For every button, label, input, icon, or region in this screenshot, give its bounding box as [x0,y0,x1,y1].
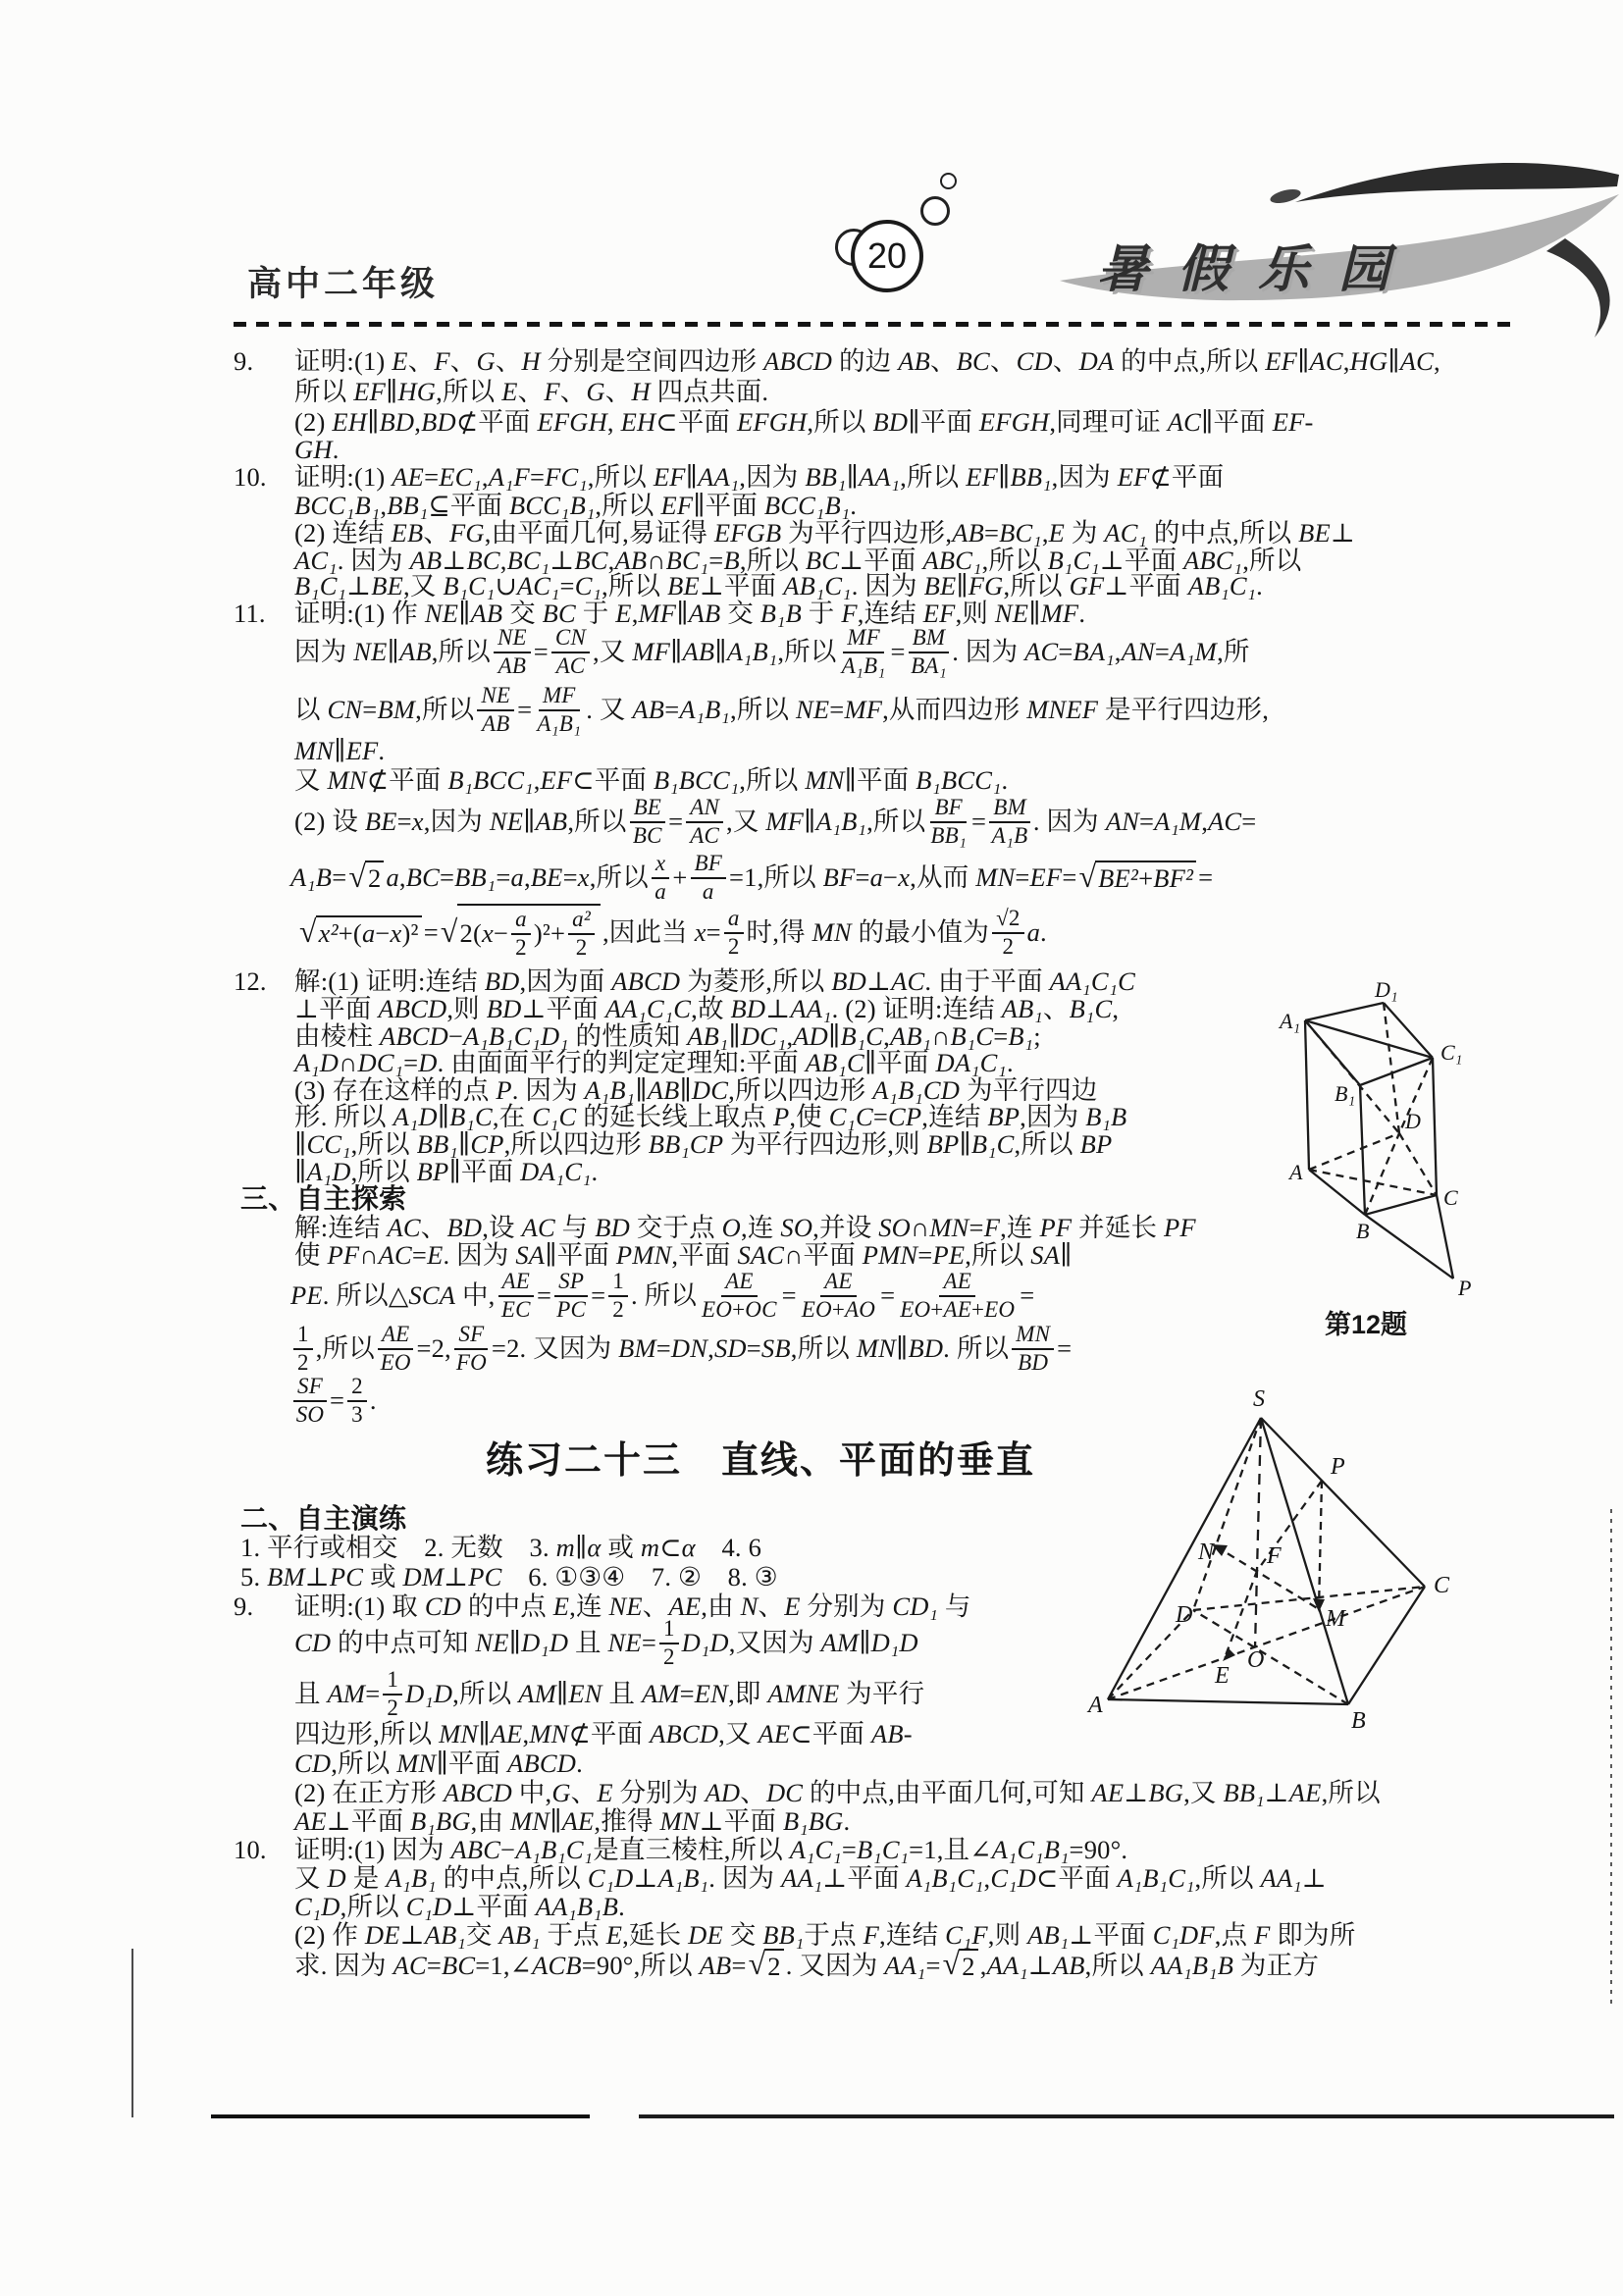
fraction: $\frac{BM}{\text{A₁B}}$ [989,795,1030,849]
text-line [294,407,1314,437]
text-run: . 所以 [630,1279,698,1310]
text-run: = [517,694,533,724]
pyramid-figure [1065,1379,1487,1742]
text-run: 所以 EF∥HG,所以 E、F、G、H 四点共面. [294,377,769,406]
text-run: 2(x− [459,918,509,949]
text-run: D₁D,又因为 AM∥D₁D [681,1627,918,1657]
text-line [294,793,1256,850]
vertex-label: O [1247,1647,1265,1673]
text-run: 5. BM⊥PC 或 DM⊥PC 6. ①③④ 7. ② 8. ③ [240,1562,778,1592]
vertex-label: M [1326,1606,1345,1632]
text-run: 时,得 MN 的最小值为 [746,916,990,947]
text-run: 又 D 是 A₁B₁ 的中点,所以 C₁D⊥A₁B₁. 因为 AA₁⊥平面 A₁B₁C₁,C₁D⊂平面 A₁B₁C₁,所以 AA₁⊥ [294,1863,1327,1893]
scan-fold-dots [1610,1509,1612,2005]
text-run: =2. 又因为 BM=DN,SD=SB,所以 MN∥BD. 所以 [491,1332,1010,1363]
text-line [294,681,1269,738]
fraction: $\frac{CN}{AC}$ [551,625,590,679]
text-run: . [369,1384,377,1415]
prism-figure [1274,981,1539,1344]
text-run: 求. 因为 AC=BC=1,∠ACB=90°,所以 AB= [294,1950,747,1980]
dashed-divider [234,322,1515,327]
series-logo-text: 暑假乐园 [1097,241,1420,298]
vertex-label: B [1351,1708,1366,1734]
text-line [294,736,385,765]
text-run: A₁B= [290,861,347,892]
text-run: = [1198,861,1214,892]
item-number: 9. [234,1592,254,1621]
vertex-label: A [1289,1160,1303,1184]
arrowhead [1313,1598,1325,1612]
text-line [290,1372,377,1429]
text-run: 以 CN=BM,所以 [294,694,475,724]
bubble-decoration [940,173,957,189]
text-run: 二、自主演练 [240,1503,407,1534]
text-run: 解:连结 AC、BD,设 AC 与 BD 交于点 O,连 SO,并设 SO∩MN=F,连 PF 并延长 PF [294,1213,1196,1242]
text-line [294,1920,1355,1950]
text-line [294,1863,1327,1893]
text-run: A₁D∩DC₁=D. 由面面平行的判定定理知:平面 AB₁C∥平面 DA₁C₁. [294,1048,1014,1077]
section-heading [240,1183,406,1215]
text-run: 三、自主探索 [240,1183,407,1214]
text-run: = [329,1384,345,1415]
vertex-label: C₁ [1440,1040,1463,1065]
text-run: 且 AM= [294,1678,381,1708]
text-line [294,765,1008,795]
text-run: 因为 NE∥AB,所以 [294,636,491,666]
radical: √ 2 [348,861,384,893]
scan-edge-line [131,1949,133,2117]
text-run: 证明:(1) 作 NE∥AB 交 BC 于 E,MF∥AB 交 B₁B 于 F,连结 EF,则 NE∥MF. [294,599,1086,628]
text-line [294,1748,583,1778]
exercise-title [486,1440,1035,1484]
text-run: CD,所以 MN∥平面 ABCD. [294,1748,583,1778]
fraction: $\frac{BF}{\text{BB₁}}$ [930,794,968,848]
vertex-label: D [1176,1602,1193,1628]
text-line [294,1048,1014,1077]
figure-caption: 第12题 [1325,1310,1408,1339]
vertex-label: B₁ [1335,1081,1356,1106]
text-line [290,849,1213,906]
vertex-label: F [1267,1543,1282,1569]
fraction: $\frac{AE}{EO+OC}$ [702,1268,777,1322]
item-number: 12. [234,966,267,996]
text-run: = [971,806,987,836]
text-run: =1,所以 BF=a−x,从而 MN=EF= [729,861,1077,892]
text-run: = [1057,1332,1073,1363]
vertex-label: A [1088,1693,1103,1718]
text-run: (2) EH∥BD,BD⊄平面 EFGH, EH⊂平面 EFGH,所以 BD∥平面 EFGH,同理可证 AC∥平面 EF- [294,407,1314,437]
text-line [234,462,1224,492]
item-number: 10. [234,462,267,492]
text-line [294,623,1250,680]
fraction: $\frac{AE}{EO+AO}$ [801,1268,876,1322]
text-line [294,571,1263,600]
vertex-label: N [1198,1539,1215,1565]
fraction: $\frac{AE}{EC}$ [498,1269,535,1323]
page-number-badge: 20 [851,220,923,292]
vertex-label: D₁ [1375,981,1398,1002]
text-run: 使 PF∩AC=E. 因为 SA∥平面 PMN,平面 SAC∩平面 PMN=PE,所以 SA∥ [294,1240,1073,1270]
vertex-label: C [1434,1573,1450,1598]
text-run: . 又 AB=A₁B₁,所以 NE=MF,从而四边形 MNEF 是平行四边形, [586,694,1270,724]
fraction: $\frac{AN}{AC}$ [686,795,723,849]
text-run: = [890,636,906,666]
radical: √ 2(x− $\frac{a}{2}$ )²+ $\frac{\text{a²}}{2}$ [441,904,601,961]
text-run: BCC₁B₁,BB₁⊆平面 BCC₁B₁,所以 EF∥平面 BCC₁B₁. [294,491,858,520]
text-line [294,1806,850,1836]
text-run: MN∥EF. [294,736,386,765]
fraction: $\frac{x}{a}$ [652,851,669,905]
text-line [294,377,768,406]
radical: √ 2 [749,1949,784,1981]
text-run: a. [1026,916,1047,947]
radical: √ x² +( a − x )² [299,915,422,948]
text-line [294,1129,1112,1159]
text-run: 证明:(1) 因为 ABC−A₁B₁C₁是直三棱柱,所以 A₁C₁=B₁C₁=1,且∠A₁C₁B₁=90°. [294,1835,1128,1864]
text-run: 四边形,所以 MN∥AE,MN⊄平面 ABCD,又 AE⊂平面 AB- [294,1719,913,1748]
text-run: = [423,916,439,947]
text-run: (2) 设 BE=x,因为 NE∥AB,所以 [294,806,627,836]
text-line [294,435,340,464]
text-run: = [781,1279,797,1310]
item-number: 11. [234,599,266,628]
fraction: $\frac{\text{a²}}{2}$ [568,907,595,961]
text-run: (3) 存在这样的点 P. 因为 A₁B₁∥AB∥DC,所以四边形 A₁B₁CD 为平行四边 [294,1075,1098,1105]
text-line [294,518,1355,548]
text-line [234,1835,1127,1864]
fraction: $\frac{BF}{a}$ [691,851,727,905]
text-line [240,1533,761,1562]
text-run: AE⊥平面 B₁BG,由 MN∥AE,推得 MN⊥平面 B₁BG. [294,1806,851,1836]
text-line [294,1778,1381,1807]
text-run: + [672,861,688,892]
fraction: $\frac{NE}{AB}$ [494,625,531,679]
text-run: PE. 所以△SCA 中, [290,1279,496,1310]
fraction: $\frac{MN}{BD}$ [1012,1322,1054,1376]
fraction: $\frac{AE}{EO}$ [378,1322,414,1376]
vertex-label: D [1405,1109,1421,1133]
text-line [294,1021,1041,1051]
text-run: 证明:(1) 取 CD 的中点 E,连 NE、AE,由 N、E 分别为 CD₁ 与 [294,1592,971,1621]
text-run: ⊥平面 ABCD,则 BD⊥平面 AA₁C₁C,故 BD⊥AA₁. (2) 证明:连结 AB₁、B₁C, [294,994,1120,1023]
text-run: GH. [294,435,340,464]
fraction: $\frac{1}{2}$ [659,1616,679,1670]
text-run: (2) 作 DE⊥AB₁交 AB₁ 于点 E,延长 DE 交 BB₁于点 F,连结 C₁F,则 AB₁⊥平面 C₁DF,点 F 即为所 [294,1920,1356,1950]
radical: √ 2 [943,1949,978,1981]
fraction: $\frac{MF}{\text{A₁B₁}}$ [841,624,886,678]
vertex-label: E [1215,1663,1230,1689]
fraction: $\frac{1}{2}$ [383,1667,402,1721]
text-run: ∥A₁D,所以 BP∥平面 DA₁C₁. [294,1157,599,1186]
fraction: $\frac{a}{2}$ [724,906,744,960]
arrowhead [1223,1648,1235,1661]
text-run: 1. 平行或相交 2. 无数 3. m∥α 或 m⊂α 4. 6 [240,1533,762,1562]
fraction: $\frac{NE}{AB}$ [477,683,514,737]
text-run: C₁D,所以 C₁D⊥平面 AA₁B₁B. [294,1892,625,1921]
section-heading [240,1503,406,1535]
fraction: $\frac{√2}{2}$ [992,906,1024,960]
text-line [294,1719,913,1748]
text-run: ,所以 [315,1332,375,1363]
fraction: $\frac{1}{2}$ [608,1269,628,1323]
fraction: $\frac{2}{3}$ [347,1374,367,1428]
text-run: = [880,1279,896,1310]
text-line [294,994,1119,1023]
text-line [294,491,857,520]
text-run: = [668,806,684,836]
text-run: 由棱柱 ABCD−A₁B₁C₁D₁ 的性质知 AB₁∥DC₁,AD∥B₁C,AB₁∩B₁C=B₁; [294,1021,1041,1051]
text-line [294,1213,1196,1242]
text-run: (2) 在正方形 ABCD 中,G、E 分别为 AD、DC 的中点,由平面几何,可知 AE⊥BG,又 BB₁⊥AE,所以 [294,1778,1381,1807]
text-line [294,1668,924,1719]
text-line [297,901,1047,964]
text-run: )²+ [533,918,566,949]
fraction: $\frac{BE}{BC}$ [630,795,666,849]
fraction: $\frac{SF}{FO}$ [455,1321,487,1375]
page-title: 高中二年级 [247,265,440,303]
text-run: ,AA₁⊥AB,所以 AA₁B₁B 为正方 [979,1950,1320,1980]
text-run: 练习二十三 直线、平面的垂直 [486,1440,1036,1482]
text-run: . 因为 AN=A₁M,AC= [1032,806,1257,836]
text-run: (2) 连结 EB、FG,由平面几何,易证得 EFGB 为平行四边形,AB=BC₁,E 为 AC₁ 的中点,所以 BE⊥ [294,518,1355,548]
series-logo [991,145,1623,341]
scan-edge-line [211,2114,1614,2118]
radical: √ BE² + BF² [1078,861,1196,893]
text-run: . 又因为 AA₁= [785,1950,941,1980]
fraction: $\frac{AE}{EO+AE+EO}$ [900,1268,1016,1322]
text-line [290,1265,1034,1326]
text-run: = [537,1279,552,1310]
fraction: $\frac{MF}{\text{A₁B₁}}$ [537,682,582,736]
text-run: ∥CC₁,所以 BB₁∥CP,所以四边形 BB₁CP 为平行四边形,则 BP∥B₁C,所以 BP [294,1129,1113,1159]
text-line [290,1320,1072,1377]
text-line [234,346,1440,376]
text-run: ,又 MF∥AB∥A₁B₁,所以 [593,636,837,666]
text-run: AC₁. 因为 AB⊥BC,BC₁⊥BC,AB∩BC₁=B,所以 BC⊥平面 ABC₁,所以 B₁C₁⊥平面 ABC₁,所以 [294,546,1302,575]
text-run: 形. 所以 A₁D∥B₁C,在 C₁C 的延长线上取点 P,使 C₁C=CP,连结 BP,因为 B₁B [294,1102,1127,1131]
text-run: 证明:(1) AE=EC₁,A₁F=FC₁,所以 EF∥AA₁,因为 BB₁∥AA₁,所以 EF∥BB₁,因为 EF⊄平面 [294,462,1225,492]
text-run: . 因为 AC=BA₁,AN=A₁M,所 [952,636,1250,666]
text-run: = [533,636,549,666]
vertex-label: A₁ [1280,1009,1301,1033]
text-run: ,因此当 x= [602,916,721,947]
text-line [240,1562,778,1592]
text-run: a,BC=BB₁=a,BE=x,所以 [386,861,649,892]
text-run: = [1020,1279,1035,1310]
text-run: ,又 MF∥A₁B₁,所以 [726,806,926,836]
text-line [294,1102,1126,1131]
text-run: =2, [416,1332,451,1363]
text-line [294,1157,598,1186]
fraction: $\frac{1}{2}$ [293,1322,313,1376]
fraction: $\frac{SF}{SO}$ [293,1374,327,1428]
item-number: 9. [234,346,254,376]
text-line [294,1617,918,1668]
fraction: $\frac{SP}{PC}$ [554,1269,588,1323]
fraction: $\frac{a}{2}$ [511,907,531,961]
text-line [294,1075,1097,1105]
vertex-label: B [1356,1219,1370,1243]
text-run: CD 的中点可知 NE∥D₁D 且 NE= [294,1627,656,1657]
item-number: 10. [234,1835,267,1864]
text-line [294,1949,1319,1981]
fraction: $\frac{BM}{\text{BA₁}}$ [909,625,950,679]
vertex-label: C [1443,1185,1458,1210]
text-run: = [591,1279,606,1310]
text-run: B₁C₁⊥BE,又 B₁C₁∪AC₁=C₁,所以 BE⊥平面 AB₁C₁. 因为 BE∥FG,所以 GF⊥平面 AB₁C₁. [294,571,1263,600]
text-run: 证明:(1) E、F、G、H 分别是空间四边形 ABCD 的边 AB、BC、CD、DA 的中点,所以 EF∥AC,HG∥AC, [294,346,1440,376]
text-line [294,1892,625,1921]
bubble-decoration [920,196,950,226]
vertex-label: S [1253,1386,1265,1412]
text-line [234,966,1135,996]
text-run: D₁D,所以 AM∥EN 且 AM=EN,即 AMNE 为平行 [405,1678,925,1708]
text-run: 又 MN⊄平面 B₁BCC₁,EF⊂平面 B₁BCC₁,所以 MN∥平面 B₁BCC₁. [294,765,1009,795]
vertex-label: P [1331,1454,1345,1480]
text-run: 解:(1) 证明:连结 BD,因为面 ABCD 为菱形,所以 BD⊥AC. 由于平面 AA₁C₁C [294,966,1136,996]
vertex-label: P [1458,1276,1472,1300]
